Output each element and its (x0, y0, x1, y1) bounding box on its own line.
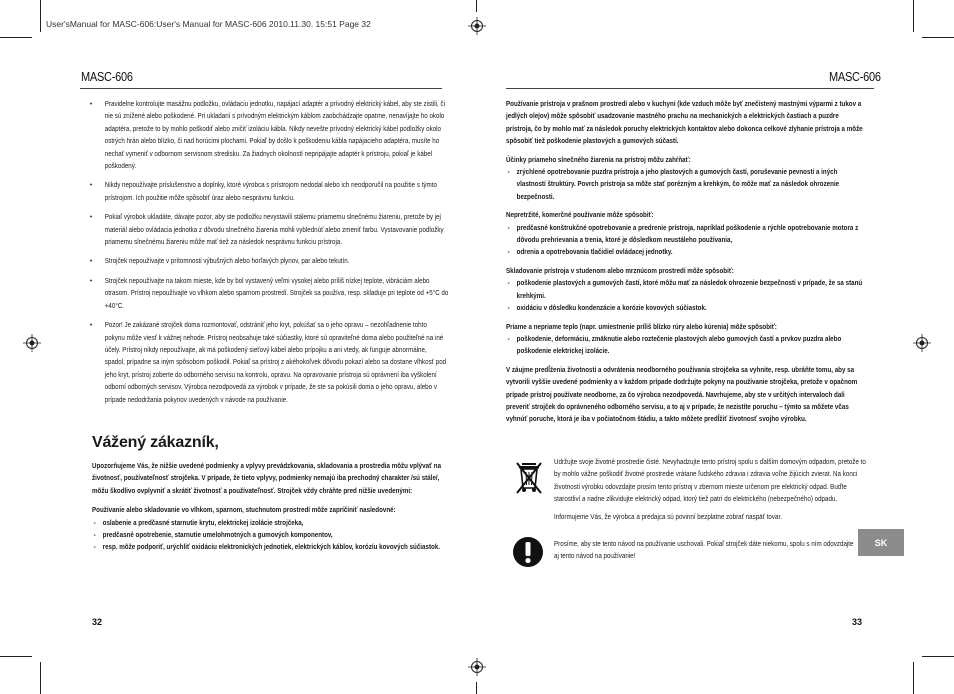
intro-paragraph: Upozorňujeme Vás, že nižšie uvedené podmienky a vplyvy prevádzkovania, skladovania a prostredia môžu vplývať na životnosť, používateľnosť strojčeka. V prípade, že tieto vplyvy, podmienky nemajú iba prechodný charakter /sú stále/, môžu škodlivo ovplyvniť a skrátiť životnosť a používateľnosť. Strojček vždy chráňte pred nižšie uvedenými: (92, 461, 442, 495)
crop-mark-icon (922, 656, 954, 657)
crop-mark-icon (922, 37, 954, 38)
crop-mark-icon (913, 662, 914, 694)
crop-mark-icon (476, 682, 477, 694)
print-slug: User'sManual for MASC-606:User's Manual for MASC-606 2010.11.30. 15:51 Page 32 (46, 19, 371, 29)
section-title: Nepretržité, komerčné používanie môže spôsobiť: (506, 210, 654, 220)
list-item: - resp. môže podporiť, urýchliť oxidáciu elektronických jednotiek, elektrických káblov, korózíu kovových súčiastok. (92, 541, 446, 553)
list-item: - predčasné konštrukčné opotrebovanie a predrenie prístroja, napríklad poškodenie a rýchle opotrebovanie motora z dôvodu prehrievania a trenia, ktoré je dôsledkom neustáleho používania, (506, 222, 866, 247)
section-list (506, 222, 866, 259)
list-item: • Strojček nepoužívajte v prítomnosti výbušných alebo horľavých plynov, par alebo tekutín. (90, 255, 448, 267)
list-item: • Pravidelne kontrolujte masážnu podložku, ovládaciu jednotku, napájací adaptér a prívodný elektrický kábel, aby ste zistili, či nie sú znížené alebo poškodené. Pri ukladaní s prívodným elektrickým káblom zaobchádzajte opatrne, nenavíjajte ho okolo adaptéra, pretože to by mohlo poškodiť alebo zničiť izoláciu kábla. Nikdy nevešte prívodný elektrický kábel podložky okolo ostrých hrán alebo blízko, či nad horúcimi plochami. Pokiaľ by došlo k poškodeniu kábla napájacieho adaptéra, musíte ho nechať vymeniť v odbornom servisnom stredisku. Za žiadnych okolností nepripájajte adaptér k prístroju, pokiaľ je kábel poškodený. (90, 98, 448, 172)
registration-mark-icon (913, 334, 931, 352)
weee-return-text: Informujeme Vás, že výrobca a predajca sú povinní bezplatne zobrať naspäť tovar. (554, 511, 782, 521)
list-item: - odrenia a opotrebovania tlačidiel ovládacej jednotky. (506, 246, 866, 258)
left-column-lower (92, 460, 446, 554)
left-page-number: 32 (92, 617, 103, 627)
weee-text: Udržujte svoje životné prostredie čisté. Nevyhadzujte tento prístroj spolu s ďalším domovým odpadom, pretože to by mohlo vážne poškodiť životné prostredie vrátane ľudského zdravia i zdravia voľne žijúcich zvierat. Na konci životnosti výrobku odovzdajte prosím tento prístroj v zbernom mieste určenom pre elektrický odpad. Buďte starostliví a riadne zlikvidujte elektrický odpad, ktorý tiež patrí do elektrického (nebezpečného) odpadu. (554, 457, 866, 504)
section-title: Používanie alebo skladovanie vo vlhkom, sparnom, stuchnutom prostredí môže zapríčiniť nasledovné: (92, 505, 396, 515)
crop-mark-icon (476, 0, 477, 12)
section-list (506, 333, 866, 358)
registration-mark-icon (468, 658, 486, 676)
list-item: • Strojček nepoužívajte na takom mieste, kde by bol vystavený veľmi vysokej alebo príliš nízkej teplote, vibráciám alebo otrasom. Prístroj nepoužívajte vo vlhkom alebo sparnom prostredí. Strojček sa používa, resp. skladuje pri teplote od +5°C do +40°C. (90, 275, 448, 312)
right-header: MASC-606 (829, 70, 881, 84)
list-item: - poškodenie, deformáciu, zmäknutie alebo roztečenie plastových alebo gumových častí a prvkov puzdra alebo poškodenie elektrickej izolácie. (506, 333, 866, 358)
right-column (506, 98, 866, 426)
left-header: MASC-606 (81, 70, 133, 84)
weee-notice (554, 456, 871, 523)
exclamation-icon (512, 536, 544, 568)
left-column (90, 98, 448, 413)
section-list (506, 166, 866, 203)
list-item: - poškodenie plastových a gumových častí, ktoré môžu mať za následok ohrozenie bezpečnosti v prípade, že sa stanú krehkými. (506, 277, 866, 302)
section-list (92, 517, 446, 554)
crop-mark-icon (913, 0, 914, 32)
dusty-environment-paragraph: Používanie prístroja v prašnom prostredí alebo v kuchyni (kde vzduch môže byť znečistený mastnými výparmi z tukov a jedlých olejov) môže spôsobiť usadzovanie mastného prachu na mechanických a elektrických častiach a puzdre prístroja, čo by mohlo mať za následok poruchy elektrických kontaktov alebo dokonca celkové zlyhanie prístroja a môže spôsobiť tiež poškodenie plastových a gumových súčastí. (506, 99, 863, 146)
list-item: • Nikdy nepoužívajte príslušenstvo a doplnky, ktoré výrobca s prístrojom nedodal alebo ich neodporučil na použitie s týmto prístrojom. Ich použitie môže spôsobiť úraz alebo nesprávnu funkciu. (90, 179, 448, 204)
section-list (506, 277, 866, 314)
crop-mark-icon (40, 662, 41, 694)
right-header-rule (506, 88, 874, 89)
customer-heading-wrap (92, 434, 219, 452)
list-item: - predčasné opotrebenie, starnutie umelohmotných a gumových komponentov, (92, 529, 446, 541)
keep-manual-text: Prosíme, aby ste tento návod na používanie uschovali. Pokiaľ strojček dáte niekomu, spolu s ním odovzdajte aj tento návod na používanie! (554, 539, 854, 561)
crop-mark-icon (40, 0, 41, 32)
list-item: - oslabenie a predčasné starnutie krytu, elektrickej izolácie strojčeka, (92, 517, 446, 529)
section-title: Skladovanie prístroja v studenom alebo mrznúcom prostredí môže spôsobiť: (506, 265, 734, 275)
lifetime-paragraph: V záujme predĺženia životnosti a odvrátenia neodborného používania strojčeka sa vyhnite, resp. ubráňte tomu, aby sa vytvorili vyššie uvedené podmienky a v každom prípade dodržujte pokyny na používanie strojčeka, pretože v opačnom prípade prístroj používate neodborne, za čo výrobca nezodpovedá. Navrhujeme, aby ste v určitých intervaloch dali preveriť strojček do oprávneného odborného servisu, a to aj v prípade, že nezistíte poruchu – týmto sa môžete včas vyhnúť poruche, ktorá je iba v počiatočnom štádiu, a takto môžete predĺžiť životnosť svojho výrobku. (506, 364, 858, 424)
list-item: - oxidáciu v dôsledku kondenzácie a korózie kovových súčiastok. (506, 302, 866, 314)
weee-bin-icon (514, 460, 544, 496)
list-item: • Pozor! Je zakázané strojček doma rozmontovať, odstrániť jeho kryt, pokúšať sa o jeho opravu – nezohľadnenie tohto pokynu môže viesť k vážnej nehode. Prístroj neobsahuje také súčiastky, ktoré sú opraviteľné doma alebo použiteľné na iné účely. Prístroj nikdy nepoužívajte, ak má poškodený sieťový kábel alebo prípojku a ani vtedy, ak funguje abnormálne, spadol, prípadne sa iným spôsobom poškodil. Pokiaľ sa prístroj z akéhokoľvek dôvodu pokazí alebo sa dostane vlhkosť pod jeho kryt, prístroj zoberte do odborného servisu na kontrolu, opravu. Na opravovanie prístroja sú oprávnení iba vyškolení odborní odborných servisov. Výrobca nezodpovedá za výrobok v prípade, že ste sa pokúsili doma o jeho opravu, alebo v prípade nedodržania pokynov uvedených v návode na používanie. (90, 319, 448, 406)
left-header-rule (80, 88, 442, 89)
safety-bullet-list (90, 98, 448, 406)
right-page-number: 33 (852, 617, 863, 627)
list-item: - zrýchlené opotrebovanie puzdra prístroja a jeho plastových a gumových častí, poruševanie pevnosti a iných vlastností štruktúry. Povrch prístroja sa môže stať porézným a krehkým, čo môže mať za následok ohrozenie bezpečnosti. (506, 166, 866, 203)
section-title: Účinky priameho slnečného žiarenia na prístroj môžu zahŕňať: (506, 154, 691, 164)
language-tab: SK (858, 529, 904, 556)
crop-mark-icon (0, 656, 32, 657)
registration-mark-icon (468, 17, 486, 35)
list-item: • Pokiaľ výrobok ukladáte, dávajte pozor, aby ste podložku nevystavili stálemu priamemu slnečnému žiareniu, pretože by jej materiál alebo ovládacia jednotka z dôvodu slnečného žiarenia mohli vyblednúť alebo zmeniť farbu. Vystavovanie podložky priamemu slnečnému žiareniu môže mať tiež za následok nesprávnu funkciu prístroja. (90, 211, 448, 248)
crop-mark-icon (0, 37, 32, 38)
keep-manual-notice (554, 538, 857, 563)
customer-heading: Vážený zákazník, (92, 434, 219, 451)
registration-mark-icon (23, 334, 41, 352)
section-title: Priame a nepriame teplo (napr. umiestnenie príliš blízko rúry alebo kúrenia) môže spôsobiť: (506, 321, 777, 331)
